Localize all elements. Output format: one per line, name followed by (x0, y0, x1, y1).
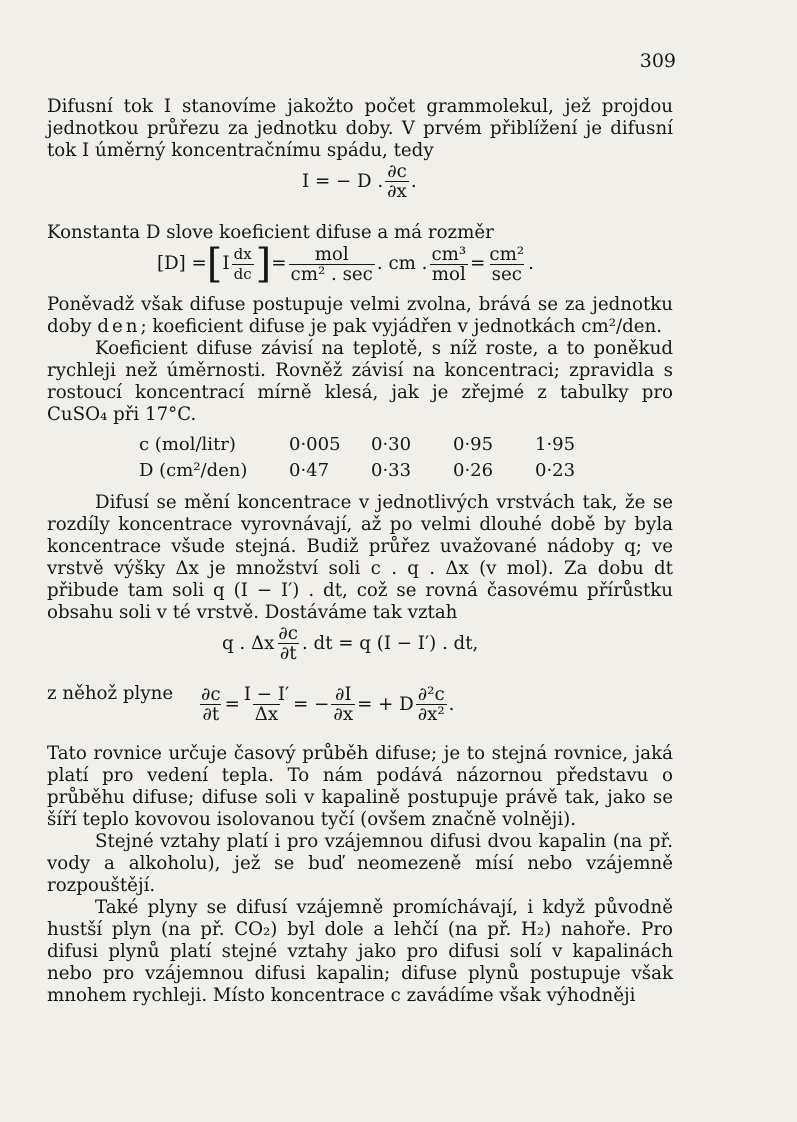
table-row (139, 432, 617, 458)
eq4-fraction-2 (242, 685, 291, 724)
eq4-f2-num: I − I′ (243, 684, 290, 705)
eq4-fraction-1 (199, 685, 223, 724)
table-row (139, 458, 617, 484)
eq2-bracket-den: dc (233, 264, 252, 283)
eq4-end: . (448, 693, 455, 715)
paragraph-2: Konstanta D slove koeficient difuse a má rozměr (47, 222, 494, 243)
eq4-f1-num: ∂c (201, 684, 221, 705)
eq4-mid: = − (293, 693, 330, 715)
row-label: D (cm²/den) (139, 460, 248, 481)
eq2-f3-num: cm² (489, 243, 525, 265)
p3-part1: Poněvadž však difuse postupuje velmi zvolna, brává se za jednotku doby (47, 294, 673, 337)
eq2-lhs: [D] = (157, 253, 207, 274)
eq2-f2-num: cm³ (431, 243, 467, 265)
table-cell: 0·005 (289, 434, 341, 455)
eq4-eq1: = (224, 693, 240, 715)
eq3-den: ∂t (279, 643, 297, 664)
p3-part2: ; koeficient difuse je pak vyjádřen v jednotkách cm²/den. (140, 316, 663, 337)
eq3-fraction (276, 624, 300, 663)
table-cell: 0·47 (289, 460, 330, 481)
paragraph-3 (47, 294, 673, 338)
paragraph-1: Difusní tok I stanovíme jakožto počet grammolekul, jež projdou jednotkou průřezu za jednotku doby. V prvém přiblížení je difusní tok I úměrný koncentračnímu spádu, tedy (47, 96, 673, 161)
eq1-fraction (385, 162, 409, 201)
diffusion-table (139, 432, 617, 484)
row-label: c (mol/litr) (139, 434, 236, 455)
table-cell: 0·26 (453, 460, 494, 481)
eq3-post: . dt = q (I − I′) . dt, (301, 632, 479, 654)
eq1-num: ∂c (387, 161, 407, 182)
table-cell: 1·95 (535, 434, 576, 455)
page-body (47, 96, 673, 1007)
left-bracket: [ (206, 241, 223, 287)
paragraph-9: Také plyny se difusí vzájemně promíchávají, i když původně hustší plyn (na př. CO₂) byl dole a lehčí (na př. H₂) nahoře. Pro difusi plynů platí stejné vztahy jako pro difusi solí v kapalinách nebo pro vzájemnou difusi kapalin; difuse plynů postupuje však mnohem rychleji. Místo koncentrace c zavádíme však výhodněji (47, 897, 673, 1006)
page-number: 309 (639, 50, 676, 72)
table-cell: 0·23 (535, 460, 576, 481)
eq4-f3-num: ∂I (334, 684, 352, 705)
paragraph-4: Koeficient difuse závisí na teplotě, s níž roste, a to poněkud rychleji než úměrnosti. Rovněž závisí na koncentraci; zpravidla s rostoucí koncentrací mírně klesá, jak je zřejmé z tabulky pro CuSO₄ při 17°C. (47, 338, 673, 425)
right-bracket: ] (255, 241, 272, 287)
eq4-fraction-3 (331, 685, 355, 724)
eq4-f4-den: ∂x² (417, 704, 445, 725)
eq4-f2-den: Δx (254, 704, 279, 725)
paragraph-5: Difusí se mění koncentrace v jednotlivých vrstvách tak, že se rozdíly koncentrace vyrovnávají, až po velmi dlouhé době by byla koncentrace všude stejná. Budiž průřez uvažované nádoby q; ve vrstvě výšky Δx je množství soli c . q . Δx (v mol). Za dobu dt přibude tam soli q (I − I′) . dt, což se rovná časovému přírůstku obsahu soli v té vrstvě. Dostáváme tak vztah (47, 492, 673, 623)
equation-balance (47, 624, 673, 679)
eq1-lhs: I = − D . (302, 170, 384, 192)
eq2-fraction-2 (429, 245, 468, 284)
eq2-f1-num: mol (314, 243, 349, 265)
eq2-bracket-i: I (222, 253, 230, 274)
eq4-fraction-4 (416, 685, 447, 724)
eq2-bracket-num: dx (233, 244, 252, 263)
table-cell: 0·33 (371, 460, 412, 481)
eq3-num: ∂c (278, 623, 298, 644)
eq3-pre: q . Δx (222, 632, 275, 654)
eq2-f2-den: mol (431, 263, 466, 285)
eq4-f1-den: ∂t (202, 704, 220, 725)
eq1-den: ∂x (387, 181, 407, 202)
equation-dimension (47, 241, 673, 294)
equation-diffusion (47, 679, 673, 743)
eq2-end: . (528, 253, 534, 274)
eq4-f3-den: ∂x (333, 704, 354, 725)
p6-lead: z něhož plyne (47, 683, 174, 704)
p3-day-word: den (97, 316, 141, 337)
eq4-f4-num: ∂²c (417, 684, 445, 705)
equation-flux (47, 162, 673, 222)
eq2-bracket-fraction (232, 245, 254, 284)
eq2-fraction-1 (289, 245, 375, 284)
eq2-f3-den: sec (491, 263, 522, 285)
eq2-f1-den: cm² . sec (290, 263, 373, 285)
eq2-mid: . cm . (376, 253, 428, 274)
eq2-eq2: = (470, 253, 486, 274)
eq2-fraction-3 (487, 245, 526, 284)
eq2-eq: = (271, 253, 287, 274)
paragraph-8: Stejné vztahy platí i pro vzájemnou difusi dvou kapalin (na př. vody a alkoholu), jež se buď neomezeně mísí nebo vzájemně rozpouštějí. (47, 831, 673, 896)
eq1-end: . (410, 170, 417, 192)
eq4-mid2: = + D (357, 693, 414, 715)
table-cell: 0·30 (371, 434, 412, 455)
table-cell: 0·95 (453, 434, 494, 455)
paragraph-7: Tato rovnice určuje časový průběh difuse; je to stejná rovnice, jaká platí pro vedení tepla. To nám podává názornou představu o průběhu difuse; difuse soli v kapalině postupuje právě tak, jako se šíří teplo kovovou isolovanou tyčí (ovšem značně volněji). (47, 743, 673, 830)
